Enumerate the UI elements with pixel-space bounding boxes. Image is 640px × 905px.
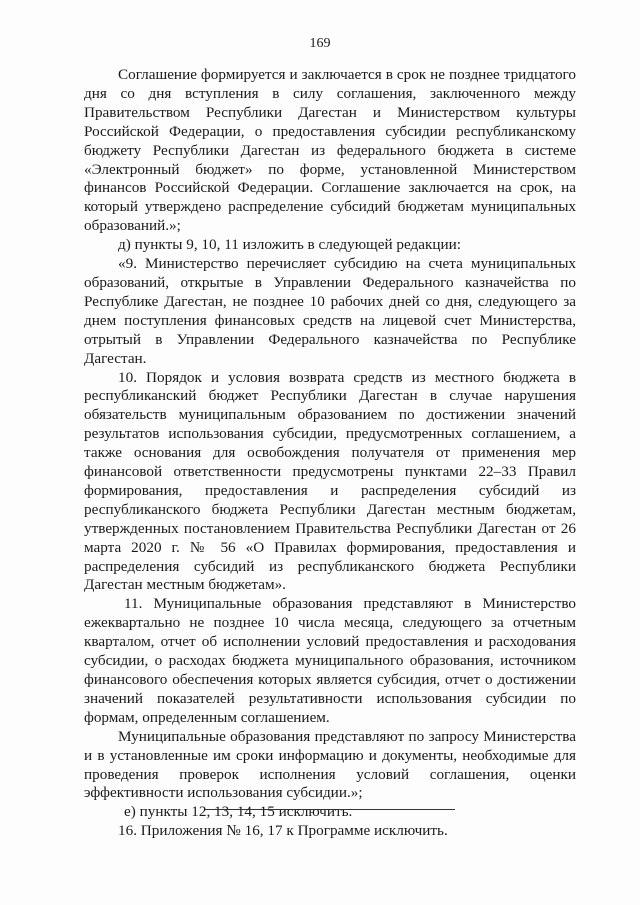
paragraph-item-16: 16. Приложения № 16, 17 к Программе исключить. [118,822,448,840]
closing-rule [205,809,455,810]
paragraph-subitem-d: д) пункты 9, 10, 11 изложить в следующей редакции: [118,236,461,254]
paragraph-municipal-request: Муниципальные образования представляют по запросу Министерства и в установленные им сроки информацию и документы, необходимые для проведения проверок исполнения условий соглашения, оценки эффективности использования субсидии.»; [84,727,576,802]
paragraph-agreement: Соглашение формируется и заключается в срок не позднее тридцатого дня со дня вступления в силу соглашения, заключенного между Правительством Республики Дагестан и Министерством культуры Российской Федерации, о предоставления субсидии республиканскому бюджету Республики Дагестан из федерального бюджета в системе «Электронный бюджет» по форме, установленной Министерством финансов Российской Федерации. Соглашение заключается на срок, на который утверждено распределение субсидий бюджетам муниципальных образований.»; [84,66,576,235]
paragraph-item-10: 10. Порядок и условия возврата средств из местного бюджета в республиканский бюджет Республики Дагестан в случае нарушения обязательств муниципальным образованием по достижении значений результатов использования субсидии, предусмотренных соглашением, а также основания для освобождения получателя от применения мер финансовой ответственности предусмотрены пунктами 22–33 Правил формирования, предоставления и распределения субсидий из республиканского бюджета Республики Дагестан местным бюджетам, утвержденных постановлением Правительства Республики Дагестан от 26 марта 2020 г. № 56 «О Правилах формирования, предоставления и распределения субсидий из республиканского бюджета Республики Дагестан местным бюджетам». [84,368,576,594]
document-body [84,66,576,841]
paragraph-item-11: 11. Муниципальные образования представляют в Министерство ежеквартально не позднее 10 числа месяца, следующего за отчетным кварталом, отчет об исполнении условий предоставления и расходования субсидии, о расходах бюджета муниципального образования, источником финансового обеспечения которых является субсидия, отчет о достижении значений показателей результативности использования субсидии по формам, определенным соглашением. [84,595,576,726]
paragraph-subitem-e: е) пункты 12, 13, 14, 15 исключить. [124,803,353,821]
paragraph-item-9: «9. Министерство перечисляет субсидию на счета муниципальных образований, открытые в Управлении Федерального казначейства по Республике Дагестан, не позднее 10 рабочих дней со дня, следующего за днем поступления финансовых средств на лицевой счет Министерства, отрытый в Управлении Федерального казначейства по Республике Дагестан. [84,255,576,367]
page-number: 169 [309,36,331,51]
